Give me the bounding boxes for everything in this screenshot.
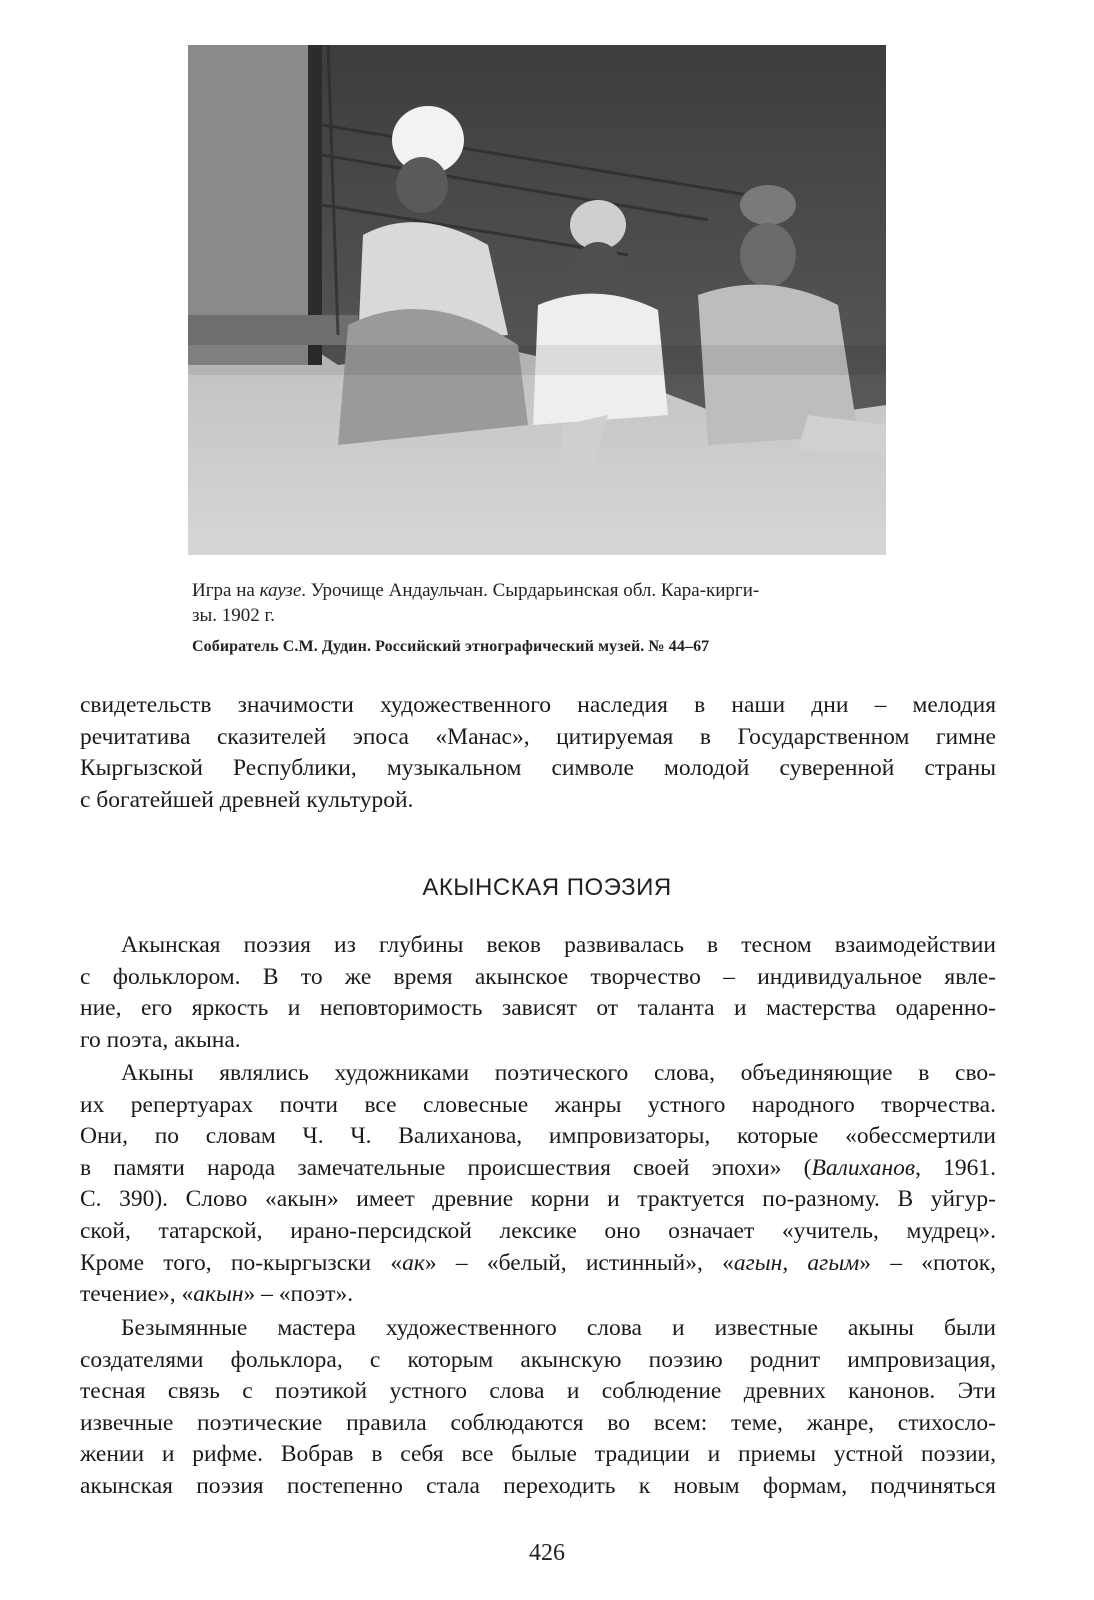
text-fragment: , 1961. bbox=[915, 1154, 997, 1181]
caption-text-prefix: Игра на bbox=[192, 580, 260, 601]
caption-text-line2: зы. 1902 г. bbox=[192, 605, 275, 626]
paragraph-1 bbox=[80, 930, 996, 1056]
text-line: их репертуарах почти все словесные жанры устного народного творчества. bbox=[80, 1091, 996, 1118]
text-line: Кыргызской Республики, музыкальном символе молодой суверенной страны bbox=[80, 755, 996, 782]
text-line: тесная связь с поэтикой устного слова и соблюдение древних канонов. Эти bbox=[80, 1378, 996, 1405]
paragraph-2 bbox=[80, 1058, 996, 1311]
text-line: жении и рифме. Вобрав в себя все былые традиции и приемы устной поэзии, bbox=[80, 1441, 996, 1468]
text-fragment: » – «поэт». bbox=[243, 1281, 354, 1308]
caption-instrument-name: каузе bbox=[259, 580, 302, 601]
text-line: создателями фольклора, с которым акынскую поэзию роднит импровизация, bbox=[80, 1346, 996, 1373]
text-line: речитатива сказителей эпоса «Манас», цитируемая в Государственном гимне bbox=[80, 723, 996, 750]
text-line: ние, его яркость и неповторимость зависят от таланта и мастерства одаренно- bbox=[80, 995, 996, 1022]
term-italic: ак bbox=[402, 1249, 425, 1276]
intro-paragraph bbox=[80, 690, 996, 816]
text-line: свидетельств значимости художественного наследия в наши дни – мелодия bbox=[80, 692, 996, 718]
text-line: с богатейшей древней культурой. bbox=[80, 786, 414, 813]
text-line: Безымянные мастера художественного слова и известные акыны были bbox=[121, 1315, 996, 1341]
text-line: ской, татарской, ирано-персидской лексике оно означает «учитель, мудрец». bbox=[80, 1217, 996, 1244]
paragraph-3 bbox=[80, 1313, 996, 1503]
section-heading: АКЫНСКАЯ ПОЭЗИЯ bbox=[422, 874, 672, 901]
text-line: извечные поэтические правила соблюдаются во всем: теме, жанре, стихосло- bbox=[80, 1409, 996, 1436]
term-italic: агын, агым bbox=[733, 1249, 860, 1276]
text-line: Они, по словам Ч. Ч. Валиханова, импровизаторы, которые «обессмертили bbox=[80, 1123, 996, 1150]
caption-text-suffix: . Урочище Андаульчан. Сырдарьинская обл. Кара-кирги- bbox=[301, 580, 760, 601]
text-line: с фольклором. В то же время акынское творчество – индивидуальное явле- bbox=[80, 963, 996, 990]
photo-caption bbox=[192, 578, 912, 628]
photo-credit: Собиратель С.М. Дудин. Российский этнографический музей. № 44–67 bbox=[192, 638, 710, 655]
text-line bbox=[80, 1279, 996, 1311]
term-italic: акын bbox=[193, 1281, 244, 1308]
text-line bbox=[80, 1153, 996, 1185]
text-fragment: течение», « bbox=[80, 1281, 194, 1308]
text-line: Акыны являлись художниками поэтического слова, объединяющие в сво- bbox=[121, 1060, 996, 1086]
text-line bbox=[80, 1248, 996, 1280]
citation-author: Валиханов bbox=[811, 1154, 916, 1181]
text-line: С. 390). Слово «акын» имеет древние корни и трактуется по-разному. В уйгур- bbox=[80, 1186, 996, 1213]
photograph-image bbox=[188, 45, 886, 555]
text-line: акынская поэзия постепенно стала переходить к новым формам, подчиняться bbox=[80, 1472, 996, 1499]
page-number: 426 bbox=[529, 1540, 565, 1566]
text-fragment: » – «поток, bbox=[859, 1249, 996, 1276]
historical-photograph bbox=[188, 45, 886, 555]
text-line: го поэта, акына. bbox=[80, 1026, 241, 1053]
text-line: Акынская поэзия из глубины веков развивалась в тесном взаимодействии bbox=[121, 932, 996, 958]
text-fragment: » – «белый, истинный», « bbox=[424, 1249, 734, 1276]
text-fragment: Кроме того, по-кыргызски « bbox=[80, 1249, 403, 1276]
text-fragment: в памяти народа замечательные происшествия своей эпохи» ( bbox=[80, 1154, 812, 1181]
